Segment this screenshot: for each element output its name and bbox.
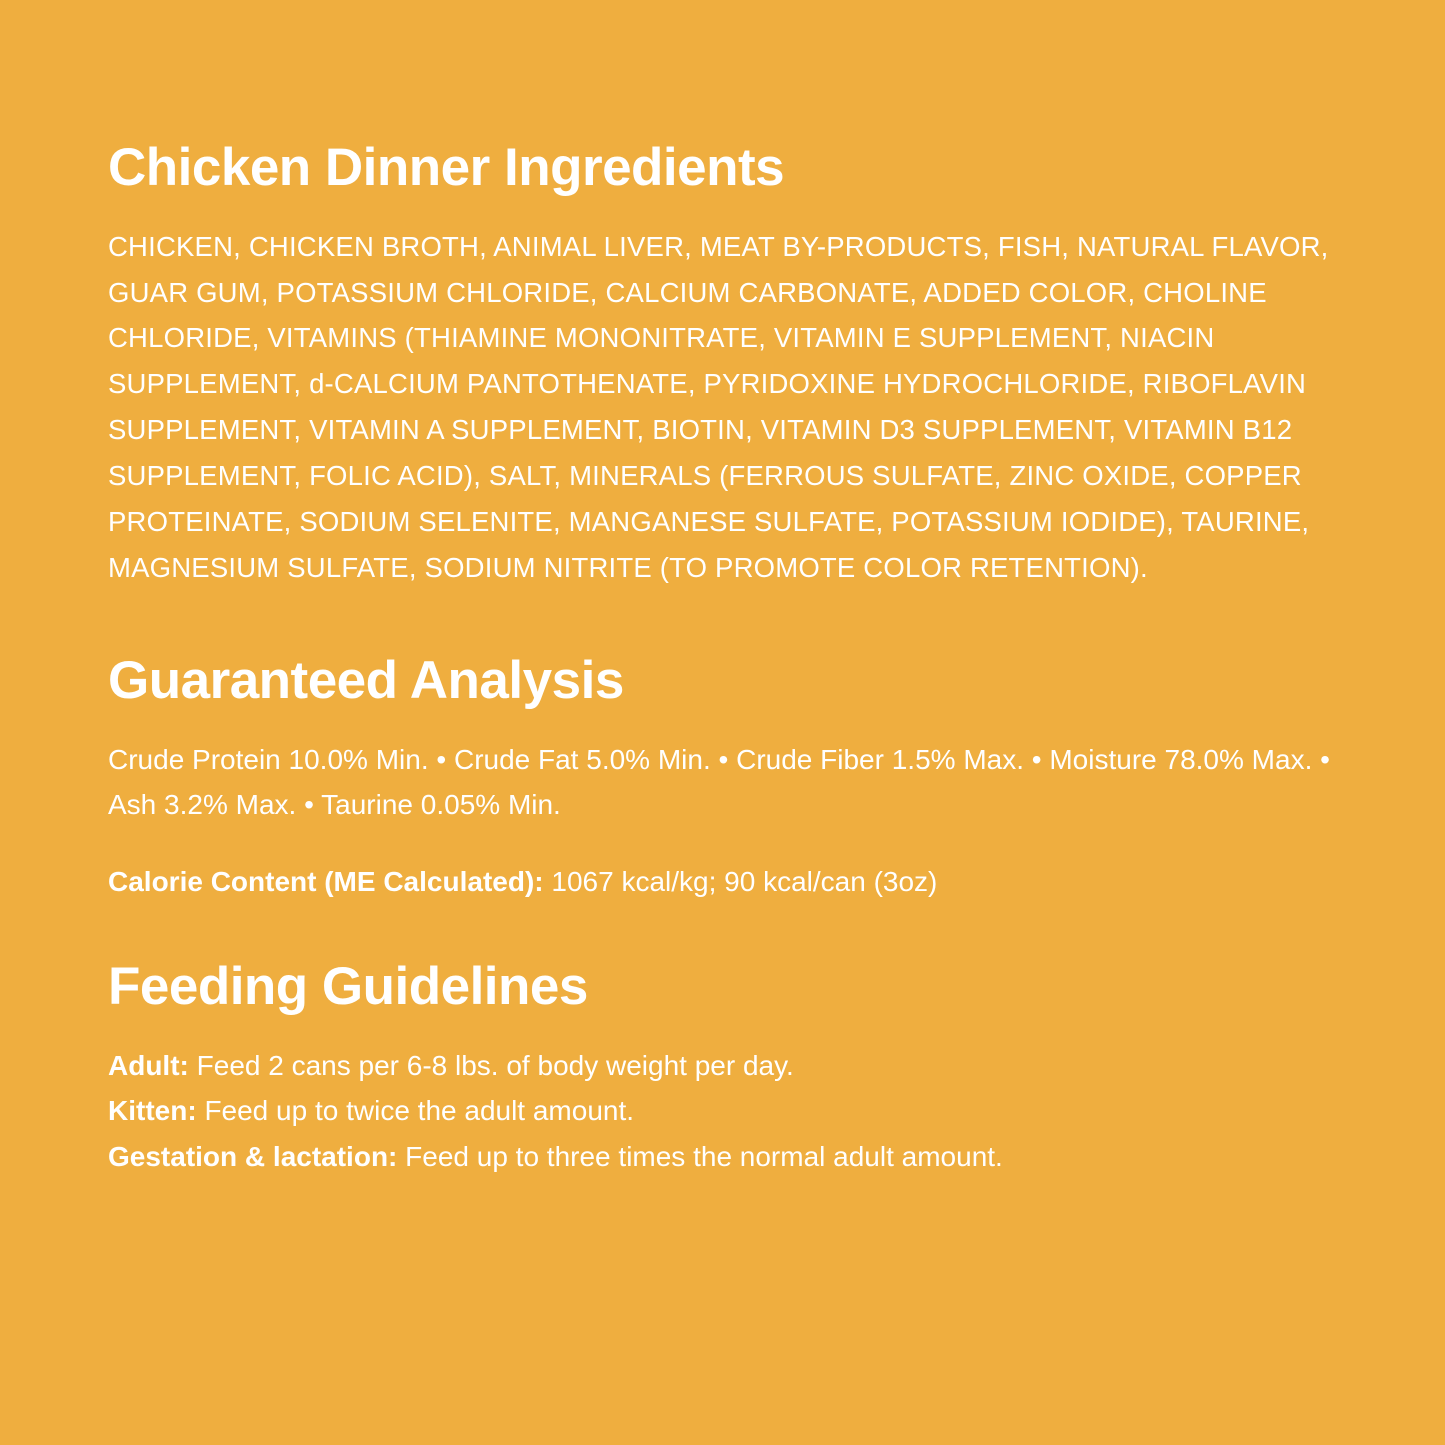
feeding-label-gestation: Gestation & lactation: <box>108 1140 398 1172</box>
feeding-line-kitten <box>108 1088 1337 1134</box>
guaranteed-analysis-body: Crude Protein 10.0% Min. • Crude Fat 5.0% Min. • Crude Fiber 1.5% Max. • Moisture 78.0% Max. • Ash 3.2% Max. • Taurine 0.05% Min. <box>108 743 1330 821</box>
feeding-text-adult: Feed 2 cans per 6-8 lbs. of body weight per day. <box>196 1049 794 1081</box>
ingredients-title: Chicken Dinner Ingredients <box>108 138 785 197</box>
guaranteed-analysis-section <box>108 653 1337 901</box>
feeding-label-adult: Adult: <box>108 1049 189 1081</box>
feeding-guidelines-title: Feeding Guidelines <box>108 957 588 1017</box>
feeding-text-gestation: Feed up to three times the normal adult amount. <box>405 1140 1003 1172</box>
feeding-guidelines-body <box>108 1043 1337 1180</box>
feeding-label-kitten: Kitten: <box>108 1095 197 1127</box>
guaranteed-analysis-title: Guaranteed Analysis <box>108 651 624 711</box>
feeding-guidelines-section <box>108 959 1337 1180</box>
ingredients-section <box>108 140 1337 591</box>
calorie-content-line <box>108 862 1337 901</box>
feeding-text-kitten: Feed up to twice the adult amount. <box>204 1095 635 1127</box>
feeding-line-adult <box>108 1043 1337 1089</box>
ingredients-body: CHICKEN, CHICKEN BROTH, ANIMAL LIVER, MEAT BY-PRODUCTS, FISH, NATURAL FLAVOR, GUAR GUM, POTASSIUM CHLORIDE, CALCIUM CARBONATE, ADDED COLOR, CHOLINE CHLORIDE, VITAMINS (THIAMINE MONONITRATE, VITAMIN E SUPPLEMENT, NIACIN SUPPLEMENT, d-CALCIUM PANTOTHENATE, PYRIDOXINE HYDROCHLORIDE, RIBOFLAVIN SUPPLEMENT, VITAMIN A SUPPLEMENT, BIOTIN, VITAMIN D3 SUPPLEMENT, VITAMIN B12 SUPPLEMENT, FOLIC ACID), SALT, MINERALS (FERROUS SULFATE, ZINC OXIDE, COPPER PROTEINATE, SODIUM SELENITE, MANGANESE SULFATE, POTASSIUM IODIDE), TAURINE, MAGNESIUM SULFATE, SODIUM NITRITE (TO PROMOTE COLOR RETENTION). <box>108 230 1329 584</box>
calorie-content-label: Calorie Content (ME Calculated): <box>108 865 544 897</box>
calorie-content-value: 1067 kcal/kg; 90 kcal/can (3oz) <box>551 865 938 897</box>
feeding-line-gestation <box>108 1134 1337 1180</box>
